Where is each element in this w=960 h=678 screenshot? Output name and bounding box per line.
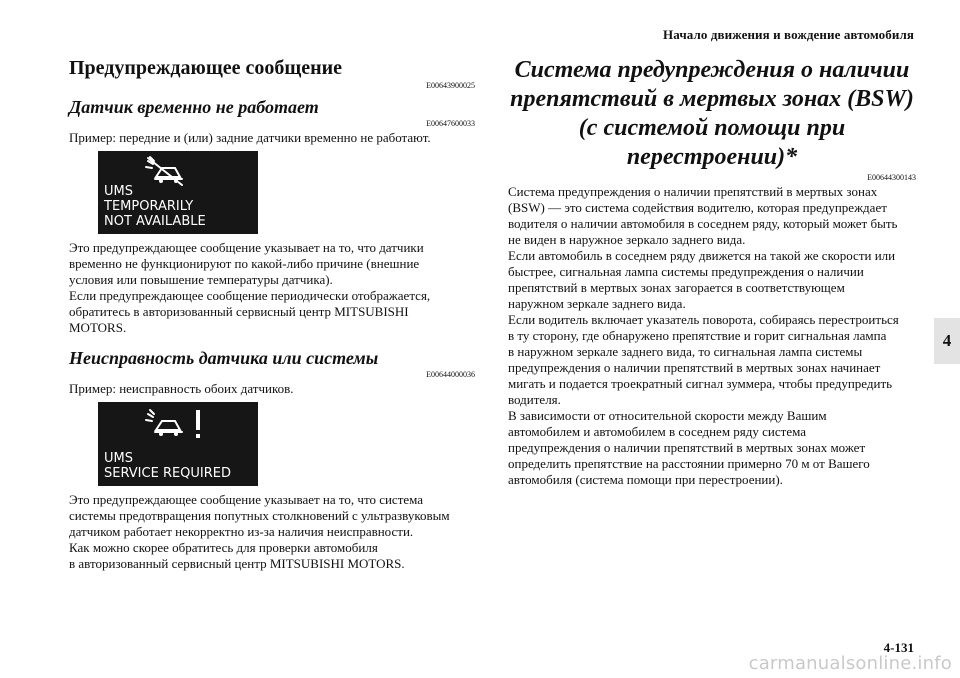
display-line: UMS (104, 184, 133, 199)
display-text (104, 451, 231, 481)
bsw-body (508, 184, 916, 488)
body-line: быстрее, сигнальная лампа системы предупреждения о наличии (508, 264, 864, 279)
sensor-warning-icon (142, 408, 208, 442)
body-line: не виден в наружное зеркало заднего вида. (508, 232, 746, 247)
bsw-title (508, 56, 916, 172)
body-line: предупреждения о наличии препятствий в мертвых зонах начинает (508, 360, 881, 375)
body-line: Это предупреждающее сообщение указывает на то, что датчики (69, 240, 424, 255)
body-line: Если автомобиль в соседнем ряду движется на такой же скорости или (508, 248, 896, 263)
subsection-code-malfunction: E00644000036 (426, 370, 475, 379)
body-line: предупреждения о наличии препятствий в мертвых зонах может (508, 440, 866, 455)
display-line: SERVICE REQUIRED (104, 466, 232, 481)
bsw-title-line: препятствий в мертвых зонах (BSW) (510, 86, 914, 112)
watermark: carmanualsonline.info (748, 653, 952, 674)
body-line: автомобилем и автомобилем в соседнем ряду система (508, 424, 806, 439)
body-temporarily (69, 240, 475, 336)
display-temporarily-not-available (98, 151, 258, 234)
body-line: Если предупреждающее сообщение периодически отображается, (69, 288, 431, 303)
page-number: 4-131 (883, 640, 914, 655)
section-title: Предупреждающее сообщение (69, 57, 343, 79)
body-line: условия или повышение температуры датчика). (69, 272, 333, 287)
body-line: Это предупреждающее сообщение указывает на то, что система (69, 492, 424, 507)
body-line: водителя. (508, 392, 561, 407)
bsw-title-line: Система предупреждения о наличии (514, 57, 910, 83)
bsw-title-line: (с системой помощи при перестроении)* (578, 115, 846, 170)
body-line: временно не функционируют по какой-либо причине (внешние (69, 256, 420, 271)
body-line: наружном зеркале заднего вида. (508, 296, 686, 311)
subsection-code-temporarily: E00647600033 (426, 119, 475, 128)
body-line: (BSW) — это система содействия водителю, которая предупреждает (508, 200, 887, 215)
body-line: MOTORS. (69, 320, 127, 335)
sensor-crossed-icon (142, 155, 188, 187)
body-line: в наружном зеркале заднего вида, то сигнальная лампа системы (508, 344, 863, 359)
chapter-tab: 4 (934, 318, 960, 364)
display-service-required (98, 402, 258, 486)
body-line: в ту сторону, где обнаружено препятствие и горит сигнальная лампа (508, 328, 887, 343)
body-line: В зависимости от относительной скорости между Вашим (508, 408, 827, 423)
body-malfunction (69, 492, 475, 572)
body-line: Как можно скорее обратитесь для проверки автомобиля (69, 540, 378, 555)
running-header: Начало движения и вождение автомобиля (663, 27, 914, 42)
body-line: Если водитель включает указатель поворота, собираясь перестроиться (508, 312, 899, 327)
body-line: водителя о наличии автомобиля в соседнем ряду, который может быть (508, 216, 898, 231)
section-code: E00643900025 (426, 81, 475, 90)
display-line: NOT AVAILABLE (104, 214, 206, 229)
subsection-title-malfunction: Неисправность датчика или системы (69, 348, 379, 368)
bsw-code: E00644300143 (867, 173, 916, 182)
body-line: обратитесь в авторизованный сервисный центр MITSUBISHI (69, 304, 409, 319)
subsection-title-temporarily: Датчик временно не работает (69, 97, 319, 117)
body-line: Система предупреждения о наличии препятствий в мертвых зонах (508, 184, 878, 199)
display-line: TEMPORARILY (104, 199, 194, 214)
example-text-temporarily: Пример: передние и (или) задние датчики временно не работают. (69, 130, 431, 145)
display-text (104, 184, 206, 229)
body-line: датчиком работает некорректно из-за наличия неисправности. (69, 524, 414, 539)
body-line: определить препятствие на расстоянии примерно 70 м от Вашего (508, 456, 870, 471)
body-line: автомобиля (система помощи при перестроении). (508, 472, 783, 487)
body-line: в авторизованный сервисный центр MITSUBISHI MOTORS. (69, 556, 405, 571)
right-column (508, 56, 916, 488)
body-line: системы предотвращения попутных столкновений с ультразвуковым (69, 508, 450, 523)
example-text-malfunction: Пример: неисправность обоих датчиков. (69, 381, 294, 396)
display-line: UMS (104, 451, 133, 466)
left-column (69, 56, 475, 572)
body-line: мигать и подается троекратный сигнал зуммера, чтобы предупредить (508, 376, 893, 391)
body-line: препятствий в мертвых зонах загорается в соответствующем (508, 280, 845, 295)
